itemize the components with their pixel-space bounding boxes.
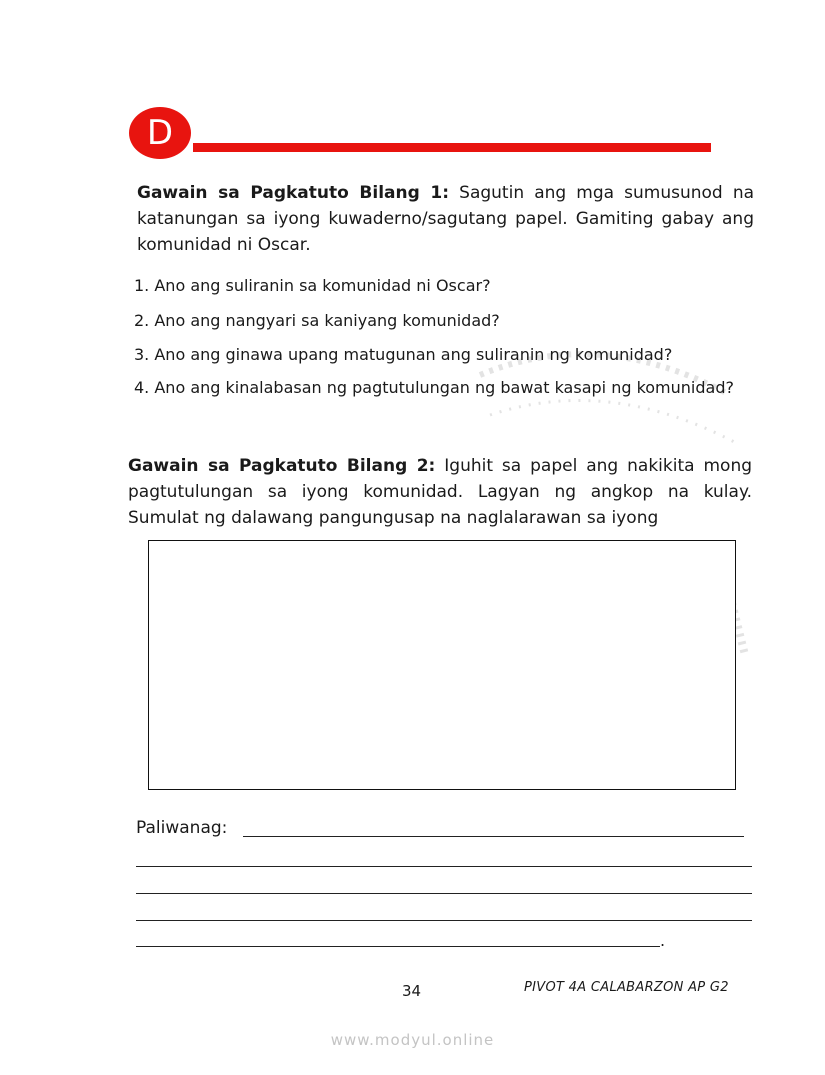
activity-2-text: Iguhit sa papel ang nakikita mong pagtutulungan sa iyong komunidad. Lagyan ng angkop na kulay. Sumulat ng dalawang pangungusap na naglalarawan sa iyong — [128, 456, 753, 528]
activity-1-text: Sagutin ang mga sumusunod na katanungan sa iyong kuwaderno/sagutang papel. Gamiting gabay ang komunidad ni Oscar. — [137, 183, 755, 255]
explanation-answer-line[interactable] — [136, 920, 752, 921]
page-number: 34 — [402, 982, 422, 1000]
explanation-answer-line[interactable] — [136, 946, 660, 947]
activity-2-instructions — [128, 453, 752, 531]
explanation-answer-line[interactable] — [243, 836, 744, 837]
explanation-end-mark: . — [660, 931, 666, 950]
activity-1-instructions — [137, 180, 754, 258]
explanation-label: Paliwanag: — [136, 818, 228, 838]
question-3: 3. Ano ang ginawa upang matugunan ang suliranin ng komunidad? — [134, 345, 673, 364]
explanation-answer-line[interactable] — [136, 893, 752, 894]
question-4: 4. Ano ang kinalabasan ng pagtutulungan ng bawat kasapi ng komunidad? — [134, 378, 734, 397]
question-1: 1. Ano ang suliranin sa komunidad ni Oscar? — [134, 276, 491, 295]
footer-module-code: PIVOT 4A CALABARZON AP G2 — [524, 980, 729, 995]
website-watermark: www.modyul.online — [330, 1031, 495, 1049]
section-letter-badge: D — [129, 107, 191, 159]
question-2: 2. Ano ang nangyari sa kaniyang komunidad? — [134, 311, 500, 330]
explanation-answer-line[interactable] — [136, 866, 752, 867]
activity-1-heading: Gawain sa Pagkatuto Bilang 1: — [137, 183, 450, 203]
section-divider-bar — [193, 143, 711, 152]
activity-2-heading: Gawain sa Pagkatuto Bilang 2: — [128, 456, 436, 476]
drawing-answer-box[interactable] — [148, 540, 736, 790]
